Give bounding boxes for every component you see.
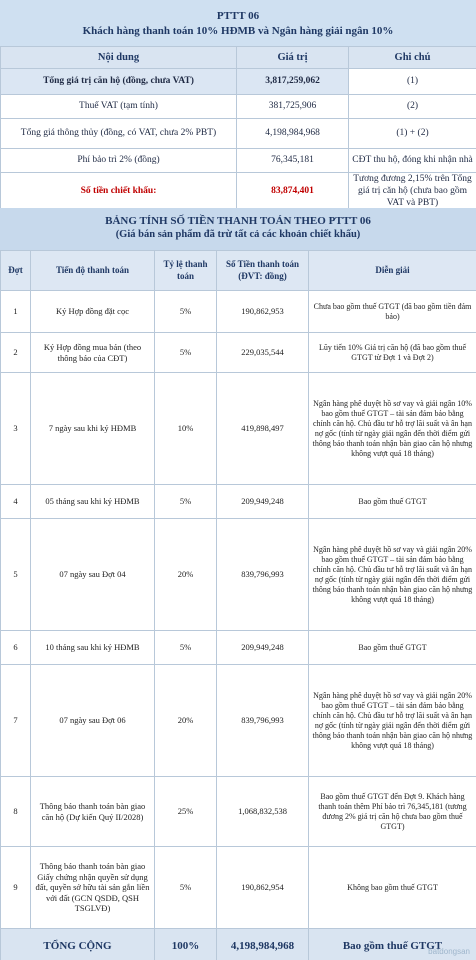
row-rate: 5% [155, 333, 217, 373]
col-rate: Tỷ lệ thanh toán [155, 251, 217, 291]
row-rate: 20% [155, 665, 217, 777]
col-value: Giá trị [237, 47, 349, 69]
row-stage: 10 tháng sau khi ký HĐMB [31, 631, 155, 665]
row-note: Chưa bao gồm thuế GTGT (đã bao gồm tiền đảm bảo) [309, 291, 476, 333]
row-rate: 5% [155, 291, 217, 333]
row-stage: 05 tháng sau khi ký HĐMB [31, 485, 155, 519]
schedule-title: BẢNG TÍNH SỐ TIỀN THANH TOÁN THEO PTTT 06 [105, 215, 371, 227]
schedule-table [0, 250, 476, 960]
row-note: Ngân hàng phê duyệt hồ sơ vay và giải ngân 20% bao gồm thuế GTGT – tài sản đảm bảo bằng chính căn hộ. Chủ đầu tư hỗ trợ lãi suất và ân hạn nợ gốc (tính từ ngày giải ngân đến thời điểm gửi thông báo thanh toán nhận bàn giao căn hộ nhưng không vượt quá 18 tháng) [309, 519, 476, 631]
row-note: Bao gồm thuế GTGT đến Đợt 9. Khách hàng thanh toán thêm Phí bảo trì 76,345,181 (tương đương 2% giá trị căn hộ chưa bao gồm thuế GTGT) [309, 777, 476, 847]
row-amount: 190,862,953 [217, 291, 309, 333]
summary-subtitle: Khách hàng thanh toán 10% HĐMB và Ngân hàng giải ngân 10% [82, 25, 394, 37]
table-row [1, 333, 476, 373]
row-amount: 190,862,954 [217, 847, 309, 929]
row-note: Ngân hàng phê duyệt hồ sơ vay và giải ngân 20% bao gồm thuế GTGT – tài sản đảm bảo bằng chính căn hộ. Chủ đầu tư hỗ trợ lãi suất và ân hạn nợ gốc (tính từ ngày giải ngân đến thời điểm gửi thông báo thanh toán nhận bàn giao căn hộ nhưng không vượt quá 18 tháng) [309, 665, 476, 777]
summary-label: Tổng giá trị căn hộ (đồng, chưa VAT) [1, 69, 237, 95]
total-rate: 100% [155, 929, 217, 960]
row-no: 2 [1, 333, 31, 373]
table-row [1, 519, 476, 631]
row-stage: 07 ngày sau Đợt 04 [31, 519, 155, 631]
table-row [1, 291, 476, 333]
summary-label: Tổng giá thông thủy (đồng, có VAT, chưa 2% PBT) [1, 119, 237, 149]
total-amount: 4,198,984,968 [217, 929, 309, 960]
summary-value: 4,198,984,968 [237, 119, 349, 149]
row-rate: 5% [155, 631, 217, 665]
watermark-logo: batdongsan [428, 947, 470, 956]
table-row [1, 631, 476, 665]
summary-note: (2) [349, 95, 476, 119]
row-note: Bao gồm thuế GTGT [309, 631, 476, 665]
row-stage: Thông báo thanh toán bàn giao Giấy chứng nhận quyền sử dụng đất, quyền sở hữu tài sản gắn liền với đất (GCN QSDĐ, QSH TSGLVĐ) [31, 847, 155, 929]
row-amount: 419,898,497 [217, 373, 309, 485]
table-row [1, 777, 476, 847]
row-stage: 07 ngày sau Đợt 06 [31, 665, 155, 777]
row-stage: Ký Hợp đồng đặt cọc [31, 291, 155, 333]
total-note: Bao gồm thuế GTGT [309, 929, 476, 960]
summary-label: Số tiền chiết khấu: [1, 173, 237, 212]
total-label: TỔNG CỘNG [1, 929, 155, 960]
row-amount: 839,796,993 [217, 665, 309, 777]
row-amount: 1,068,832,538 [217, 777, 309, 847]
summary-header-row [1, 47, 476, 69]
row-no: 4 [1, 485, 31, 519]
row-note: Lũy tiến 10% Giá trị căn hộ (đã bao gồm thuế GTGT từ Đợt 1 và Đợt 2) [309, 333, 476, 373]
schedule-header [0, 208, 476, 250]
row-amount: 209,949,248 [217, 631, 309, 665]
row-no: 3 [1, 373, 31, 485]
row-note: Ngân hàng phê duyệt hồ sơ vay và giải ngân 10% bao gồm thuế GTGT – tài sản đảm bảo bằng chính căn hộ. Chủ đầu tư hỗ trợ lãi suất và ân hạn nợ gốc (tính từ ngày giải ngân đến thời điểm gửi thông báo thanh toán nhận bàn giao căn hộ nhưng không vượt quá 18 tháng) [309, 373, 476, 485]
col-note: Ghi chú [349, 47, 476, 69]
row-no: 7 [1, 665, 31, 777]
row-no: 9 [1, 847, 31, 929]
summary-value: 83,874,401 [237, 173, 349, 212]
summary-row-gross [1, 119, 476, 149]
summary-header [0, 0, 476, 46]
schedule-header-row [1, 251, 476, 291]
row-rate: 5% [155, 485, 217, 519]
row-rate: 20% [155, 519, 217, 631]
row-note: Bao gồm thuế GTGT [309, 485, 476, 519]
summary-row-discount [1, 173, 476, 212]
summary-row-total-value [1, 69, 476, 95]
summary-title: PTTT 06 [216, 10, 260, 22]
summary-note: (1) [349, 69, 476, 95]
table-row [1, 373, 476, 485]
row-amount: 209,949,248 [217, 485, 309, 519]
summary-table [0, 46, 476, 212]
row-rate: 25% [155, 777, 217, 847]
table-row [1, 485, 476, 519]
col-content: Nội dung [1, 47, 237, 69]
schedule-subtitle: (Giá bán sản phẩm đã trừ tất cả các khoản chiết khấu) [115, 229, 361, 240]
summary-value: 3,817,259,062 [237, 69, 349, 95]
total-row [1, 929, 476, 960]
summary-note: Tương đương 2,15% trên Tổng giá trị căn hộ (chưa bao gồm VAT và PBT) [349, 173, 476, 212]
row-no: 5 [1, 519, 31, 631]
row-stage: Thông báo thanh toán bàn giao căn hộ (Dự kiến Quý II/2028) [31, 777, 155, 847]
row-rate: 5% [155, 847, 217, 929]
summary-note: (1) + (2) [349, 119, 476, 149]
summary-row-vat [1, 95, 476, 119]
row-amount: 229,035,544 [217, 333, 309, 373]
table-row [1, 847, 476, 929]
col-amount: Số Tiền thanh toán (ĐVT: đồng) [217, 251, 309, 291]
summary-row-maintenance [1, 149, 476, 173]
summary-note: CĐT thu hộ, đóng khi nhận nhà [349, 149, 476, 173]
row-note: Không bao gồm thuế GTGT [309, 847, 476, 929]
col-stage: Tiến độ thanh toán [31, 251, 155, 291]
summary-label: Phí bảo trì 2% (đồng) [1, 149, 237, 173]
col-no: Đợt [1, 251, 31, 291]
row-no: 6 [1, 631, 31, 665]
summary-value: 381,725,906 [237, 95, 349, 119]
row-amount: 839,796,993 [217, 519, 309, 631]
row-no: 1 [1, 291, 31, 333]
table-row [1, 665, 476, 777]
row-rate: 10% [155, 373, 217, 485]
col-explain: Diễn giải [309, 251, 476, 291]
row-no: 8 [1, 777, 31, 847]
summary-label: Thuế VAT (tạm tính) [1, 95, 237, 119]
row-stage: Ký Hợp đồng mua bán (theo thông báo của CĐT) [31, 333, 155, 373]
summary-value: 76,345,181 [237, 149, 349, 173]
row-stage: 7 ngày sau khi ký HĐMB [31, 373, 155, 485]
